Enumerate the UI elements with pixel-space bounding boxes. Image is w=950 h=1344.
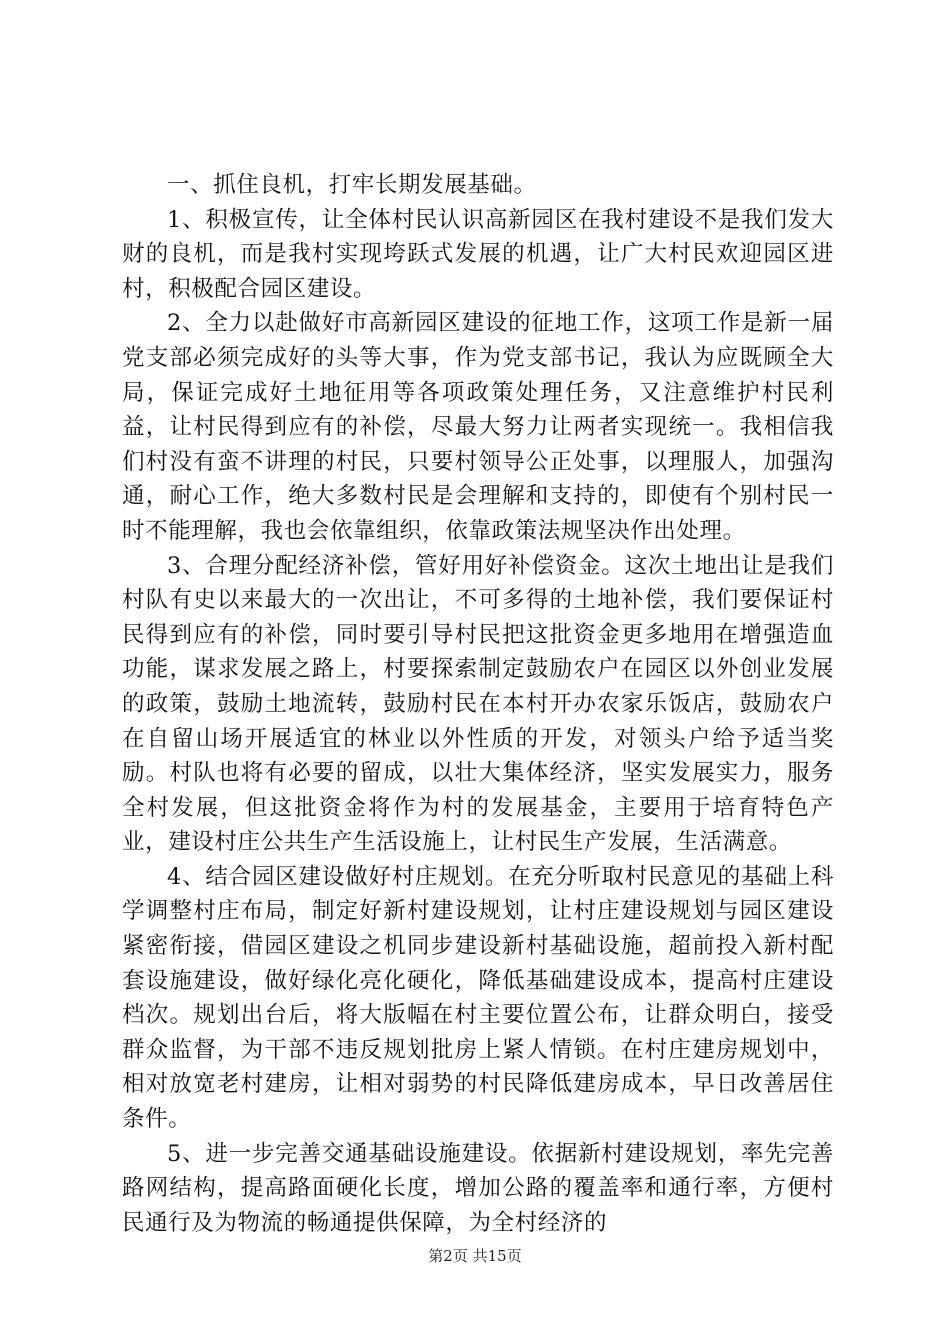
document-body (122, 168, 834, 1240)
paragraph-5: 5、进一步完善交通基础设施建设。依据新村建设规划，率先完善路网结构，提高路面硬化长度，增加公路的覆盖率和通行率，方便村民通行及为物流的畅通提供保障，为全村经济的 (122, 1140, 834, 1236)
page-number-footer: 第2页 共15页 (428, 1247, 522, 1265)
paragraph-2: 2、全力以赴做好市高新园区建设的征地工作，这项工作是新一届党支部必须完成好的头等大事，作为党支部书记，我认为应既顾全大局，保证完成好土地征用等各项政策处理任务，又注意维护村民利益，让村民得到应有的补偿，尽最大努力让两者实现统一。我相信我们村没有蛮不讲理的村民，只要村领导公正处事，以理服人，加强沟通，耐心工作，绝大多数村民是会理解和支持的，即使有个别村民一时不能理解，我也会依靠组织，依靠政策法规坚决作出处理。 (122, 310, 834, 544)
section-heading: 一、抓住良机，打牢长期发展基础。 (167, 172, 537, 198)
paragraph-1: 1、积极宣传，让全体村民认识高新园区在我村建设不是我们发大财的良机，而是我村实现垮跃式发展的机遇，让广大村民欢迎园区进村，积极配合园区建设。 (122, 206, 834, 302)
paragraph-3: 3、合理分配经济补偿，管好用好补偿资金。这次土地出让是我们村队有史以来最大的一次出让，不可多得的土地补偿，我们要保证村民得到应有的补偿，同时要引导村民把这批资金更多地用在增强造血功能，谋求发展之路上，村要探索制定鼓励农户在园区以外创业发展的政策，鼓励土地流转，鼓励村民在本村开办农家乐饭店，鼓励农户在自留山场开展适宜的林业以外性质的开发，对领头户给予适当奖励。村队也将有必要的留成，以壮大集体经济，坚实发展实力，服务全村发展，但这批资金将作为村的发展基金，主要用于培育特色产业，建设村庄公共生产生活设施上，让村民生产发展，生活满意。 (122, 552, 834, 856)
paragraph-4: 4、结合园区建设做好村庄规划。在充分听取村民意见的基础上科学调整村庄布局，制定好新村建设规划，让村庄建设规划与园区建设紧密衔接，借园区建设之机同步建设新村基础设施，超前投入新村配套设施建设，做好绿化亮化硬化，降低基础建设成本，提高村庄建设档次。规划出台后，将大版幅在村主要位置公布，让群众明白，接受群众监督，为干部不违反规划批房上紧人情锁。在村庄建房规划中，相对放宽老村建房，让相对弱势的村民降低建房成本，早日改善居住条件。 (122, 863, 834, 1133)
